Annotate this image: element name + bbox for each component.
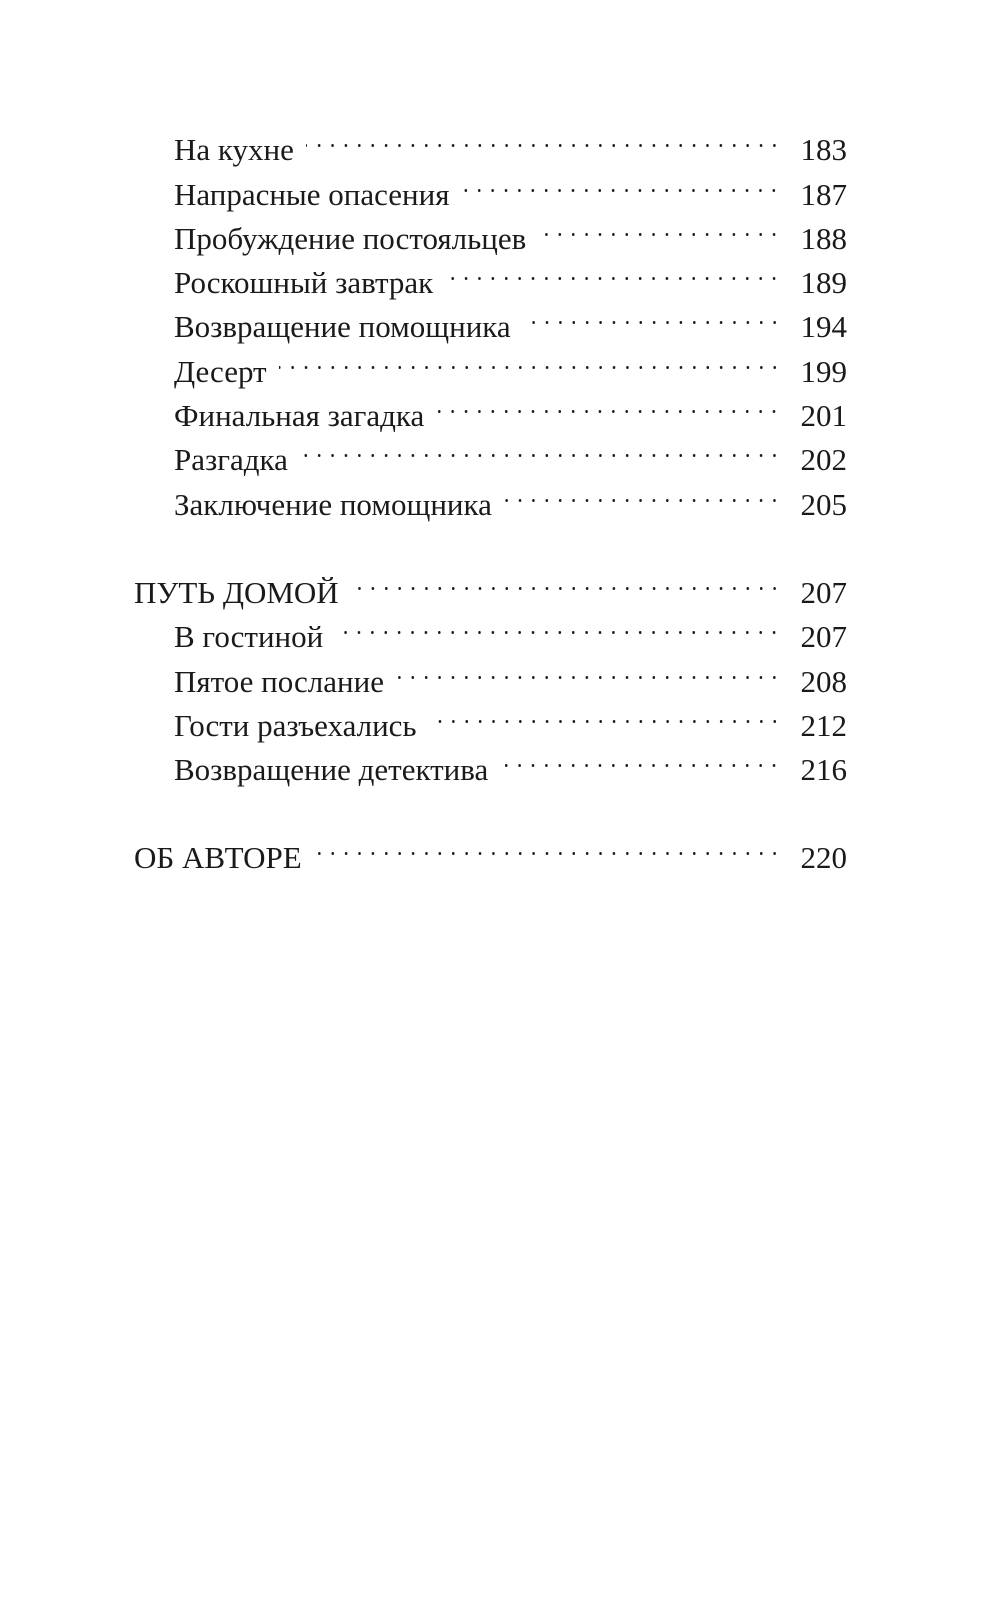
toc-entry-page: 188	[800, 220, 847, 256]
toc-entry-page: 208	[800, 663, 847, 699]
dot-leader	[461, 160, 781, 204]
toc-entry-title: Десерт	[174, 353, 267, 389]
dot-leader	[523, 293, 781, 337]
toc-entry-title: В гостиной	[174, 619, 324, 655]
toc-entry-page: 207	[800, 619, 847, 655]
toc-entry-title: Заключение помощника	[174, 486, 492, 522]
dot-leader	[445, 249, 781, 293]
toc-entry-page: 187	[800, 176, 847, 212]
dot-leader	[500, 736, 781, 780]
toc-entry-title: Пятое послание	[174, 663, 384, 699]
dot-leader	[396, 647, 781, 691]
dot-leader	[429, 692, 781, 736]
dot-leader	[300, 426, 781, 470]
toc-entry-title: Пробуждение постояльцев	[174, 220, 527, 256]
dot-leader	[306, 116, 781, 160]
dot-leader	[279, 337, 781, 381]
toc-entry-page: 205	[800, 486, 847, 522]
toc-entry-page: 183	[800, 132, 847, 168]
toc-group-ob-avtore	[134, 824, 847, 876]
toc-chapter-heading[interactable]	[134, 559, 847, 610]
toc-chapter-heading[interactable]	[134, 824, 847, 876]
toc-entry-title: Разгадка	[174, 442, 288, 478]
toc-entry-page: 199	[800, 353, 847, 389]
toc-chapter-page: 220	[800, 840, 847, 876]
dot-leader	[538, 205, 781, 249]
toc-entry-title: Возвращение детектива	[174, 752, 489, 788]
toc-entry-page: 194	[800, 309, 847, 345]
dot-leader	[351, 559, 781, 603]
toc-entry[interactable]	[134, 116, 847, 168]
toc-entry-title: На кухне	[174, 132, 294, 168]
toc-entry-title: Возвращение помощника	[174, 309, 511, 345]
toc-entry-page: 201	[800, 398, 847, 434]
toc-chapter-title: ОБ АВТОРЕ	[134, 840, 302, 876]
dot-leader	[436, 382, 781, 426]
dot-leader	[314, 824, 781, 868]
toc-entry-title: Гости разъехались	[174, 707, 417, 743]
dot-leader	[335, 603, 781, 647]
table-of-contents	[134, 116, 847, 876]
toc-entry-title: Финальная загадка	[174, 398, 425, 434]
toc-chapter-page: 207	[800, 574, 847, 610]
toc-group-continued	[134, 116, 847, 522]
toc-entry-page: 202	[800, 442, 847, 478]
toc-entry-title: Роскошный завтрак	[174, 265, 434, 301]
toc-entry-page: 216	[800, 752, 847, 788]
toc-chapter-title: ПУТЬ ДОМОЙ	[134, 574, 339, 610]
toc-entry-page: 189	[800, 265, 847, 301]
toc-entry-page: 212	[800, 707, 847, 743]
dot-leader	[504, 470, 781, 514]
toc-group-put-domoy	[134, 559, 847, 788]
toc-entry-title: Напрасные опасения	[174, 176, 450, 212]
